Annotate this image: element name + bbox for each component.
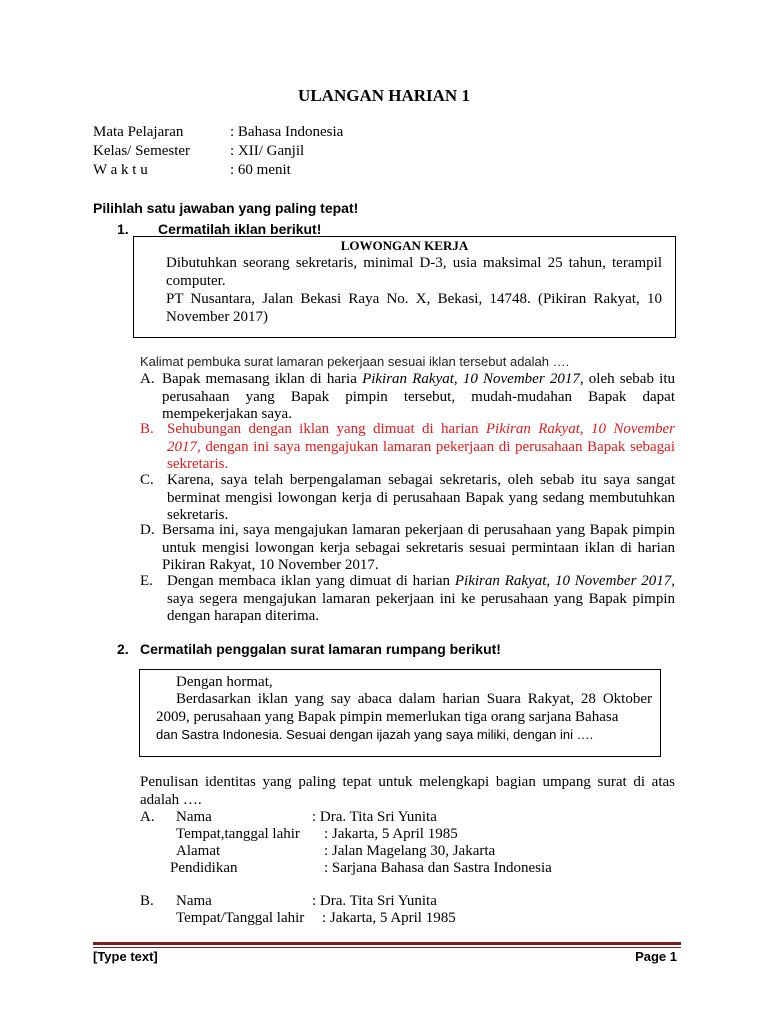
identity-label: Nama xyxy=(176,809,212,825)
question-text-2: Penulisan identitas yang paling tepat untuk melengkapi bagian umpang surat di atas adalah …. xyxy=(140,774,675,808)
option-a-identity[interactable] xyxy=(140,809,700,879)
identity-value: : Jalan Magelang 30, Jakarta xyxy=(324,843,496,859)
identity-value: : Dra. Tita Sri Yunita xyxy=(312,809,437,825)
ad-heading: LOWONGAN KERJA xyxy=(340,238,469,253)
meta-label: W a k t u xyxy=(93,162,148,178)
identity-label: Pendidikan xyxy=(170,860,238,876)
option-b[interactable] xyxy=(140,421,675,474)
identity-value: : Jakarta, 5 April 1985 xyxy=(324,826,458,842)
meta-value: : XII/ Ganjil xyxy=(230,143,305,159)
option-text: Dengan membaca iklan yang dimuat di harian xyxy=(167,573,455,589)
option-text: saya segera mengajukan lamaran pekerjaan ini ke perusahaan yang Bapak pimpin dengan harapan diterima. xyxy=(167,590,675,624)
option-text: Bersama ini, saya mengajukan lamaran pekerjaan di perusahaan yang Bapak pimpin untuk mengisi lowongan kerja sebagai sekretaris sesuai permintaan iklan di harian Pikiran Rakyat, 10 November 2017. xyxy=(162,522,675,573)
option-d[interactable] xyxy=(140,522,675,575)
option-letter: B. xyxy=(140,893,154,909)
question-prompt-2: Cermatilah penggalan surat lamaran rumpang berikut! xyxy=(140,641,501,657)
letter-body-2: dan Sastra Indonesia. Sesuai dengan ijazah yang saya miliki, dengan ini …. xyxy=(156,727,594,742)
job-ad-box xyxy=(133,236,676,338)
identity-row xyxy=(140,826,740,843)
option-b-identity[interactable] xyxy=(140,893,700,929)
identity-value: : Dra. Tita Sri Yunita xyxy=(312,893,437,909)
option-letter: E. xyxy=(140,573,153,589)
option-letter: B. xyxy=(140,421,154,437)
instruction: Pilihlah satu jawaban yang paling tepat! xyxy=(93,200,359,216)
identity-row xyxy=(140,843,740,860)
meta-row-time xyxy=(93,161,291,179)
option-a[interactable] xyxy=(140,371,675,424)
option-text: dengan ini saya mengajukan lamaran pekerjaan di perusahaan Bapak sebagai sekretaris. xyxy=(167,438,675,472)
identity-row xyxy=(140,809,740,826)
identity-row xyxy=(140,910,740,927)
option-c[interactable] xyxy=(140,472,675,525)
question-number-2: 2. xyxy=(117,641,129,657)
option-letter: C. xyxy=(140,472,154,488)
footer-left-text: [Type text] xyxy=(93,949,158,964)
identity-value: : Jakarta, 5 April 1985 xyxy=(322,910,456,926)
question-text-1: Kalimat pembuka surat lamaran pekerjaan sesuai iklan tersebut adalah …. xyxy=(140,354,570,369)
option-letter: A. xyxy=(140,371,155,387)
identity-label: Tempat/Tanggal lahir xyxy=(176,910,305,926)
ad-line-1: Dibutuhkan seorang sekretaris, minimal D-3, usia maksimal 25 tahun, terampil computer. xyxy=(166,255,662,289)
footer-rule-thin xyxy=(93,947,681,948)
option-text: , oleh sebab itu perusahaan yang Bapak pimpin tersebut, mudah-mudahan Bapak dapat mempekerjakan saya. xyxy=(162,371,675,422)
meta-label: Mata Pelajaran xyxy=(93,124,184,140)
identity-label: Alamat xyxy=(176,843,221,859)
identity-row xyxy=(140,893,740,910)
identity-label: Nama xyxy=(176,893,212,909)
footer-page-number: Page 1 xyxy=(635,949,677,964)
option-text: Karena, saya telah berpengalaman sebagai sekretaris, oleh sebab itu saya sangat berminat mengisi lowongan kerja di perusahaan Bapak yang sedang membutuhkan sekretaris. xyxy=(167,472,675,523)
option-text: Bapak memasang iklan di haria xyxy=(162,371,363,387)
option-letter: A. xyxy=(140,809,155,825)
letter-fragment-box xyxy=(139,669,661,757)
option-italic: Pikiran Rakyat, 10 November 2017, xyxy=(454,573,675,589)
page-title: ULANGAN HARIAN 1 xyxy=(298,86,470,105)
meta-label: Kelas/ Semester xyxy=(93,143,191,159)
question-prompt-1: Cermatilah iklan berikut! xyxy=(158,221,322,237)
identity-value: : Sarjana Bahasa dan Sastra Indonesia xyxy=(324,860,552,876)
letter-greeting: Dengan hormat, xyxy=(176,674,273,690)
identity-label: Tempat,tanggal lahir xyxy=(176,826,300,842)
option-letter: D. xyxy=(140,522,155,538)
footer-rule-thick xyxy=(93,942,681,945)
meta-row-subject xyxy=(93,123,343,141)
option-italic: Pikiran Rakyat, 10 November 2017, xyxy=(167,421,675,455)
question-number-1: 1. xyxy=(117,221,129,237)
meta-value: : 60 menit xyxy=(230,162,291,178)
option-italic: Pikiran Rakyat, 10 November 2017 xyxy=(362,371,580,387)
identity-row xyxy=(140,860,740,877)
meta-value: : Bahasa Indonesia xyxy=(230,124,344,140)
letter-body-1: Berdasarkan iklan yang say abaca dalam harian Suara Rakyat, 28 Oktober 2009, perusahaan yang Bapak pimpin memerlukan tiga orang sarjana Bahasa xyxy=(156,691,652,725)
option-text: Sehubungan dengan iklan yang dimuat di harian xyxy=(167,421,486,437)
option-e[interactable] xyxy=(140,573,675,626)
meta-row-class xyxy=(93,142,304,160)
ad-line-2: PT Nusantara, Jalan Bekasi Raya No. X, Bekasi, 14748. (Pikiran Rakyat, 10 November 2017) xyxy=(166,291,662,325)
